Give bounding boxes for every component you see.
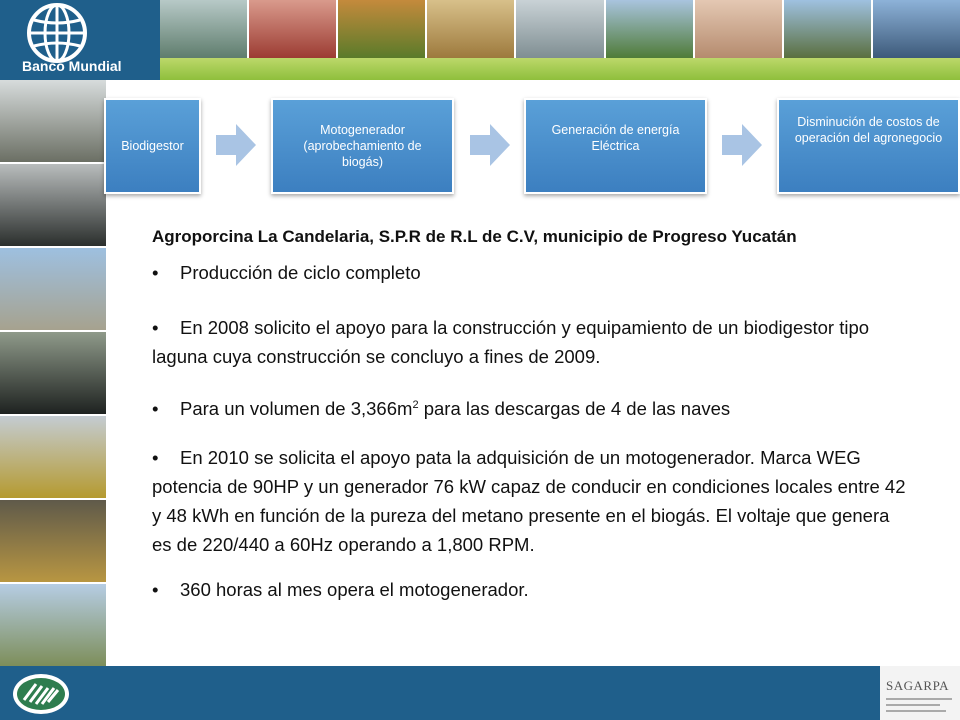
list-item [152,258,906,287]
bullet-icon: • [152,398,159,420]
flow-step-biodigestor: Biodigestor [104,98,201,194]
footer-bar [0,666,960,720]
content-area [152,224,906,616]
bullet-text: Producción de ciclo completo [180,262,421,283]
brand-name: Banco Mundial [22,58,122,74]
flow-step-generacion-energia: Generación de energía Eléctrica [524,98,707,194]
meat-photo [249,0,338,58]
lagoon-photo [0,248,106,332]
sagarpa-label: SAGARPA [886,678,949,693]
biodigestor-photo [0,80,106,164]
bullet-text: En 2010 se solicita el apoyo pata la adquisición de un motogenerador. Marca WEG potencia de 90HP y un generador 76 kW capaz de conducir en condiciones locales entre 42 y 48 kWh en función de la pureza del metano presente en el biogás. El voltaje que genera es de 220/440 a 60Hz operando a 1,800 RPM. [152,447,906,556]
bullet-text: Para un volumen de 3,366m [180,398,413,420]
list-item [152,443,906,559]
globe-icon [26,2,88,64]
greenhouse-photo [160,0,249,58]
bullet-icon: • [152,447,159,469]
superscript: 2 [412,399,419,411]
solar-field-photo [873,0,960,58]
divider [886,710,946,712]
left-photo-column [0,80,106,666]
flow-step-disminucion-costos: Disminución de costos de operación del agronegocio [777,98,960,194]
farmers-photo [784,0,873,58]
header-green-band [160,58,960,80]
organization-logo-icon [10,672,72,716]
cows-photo [606,0,695,58]
header-photo-strip [160,0,960,58]
flow-step-motogenerador: Motogenerador (aprobechamiento de biogás) [271,98,454,194]
bullet-icon: • [152,262,159,283]
farm-worker-photo [516,0,605,58]
engine-room-photo [0,500,106,584]
generator-photo [0,416,106,500]
top-banner [0,0,960,80]
list-item [152,391,906,423]
page-title: Agroporcina La Candelaria, S.P.R de R.L de C.V, municipio de Progreso Yucatán [152,227,797,246]
world-bank-logo [0,0,160,80]
list-item [152,575,906,604]
bullet-text: 360 horas al mes opera el motogenerador. [180,579,529,601]
biodigestor-cover-photo [0,164,106,248]
chimney-photo [0,584,106,666]
arrow-right-icon [216,124,256,166]
bullet-icon: • [152,317,159,338]
arrow-right-icon [470,124,510,166]
bullet-text: En 2008 solicito el apoyo para la construcción y equipamiento de un biodigestor tipo laguna cuya construcción se concluyo a fines de 2009. [152,317,870,367]
arrow-right-icon [722,124,762,166]
bullet-icon: • [152,579,159,601]
grain-photo [427,0,516,58]
sagarpa-logo [880,666,960,720]
bullet-text-continued: para las descargas de 4 de las naves [423,398,731,420]
divider [886,704,940,706]
list-item [152,313,906,371]
biodigestor-dome-photo [0,332,106,416]
divider [886,698,952,700]
pig-photo [695,0,784,58]
vegetables-photo [338,0,427,58]
